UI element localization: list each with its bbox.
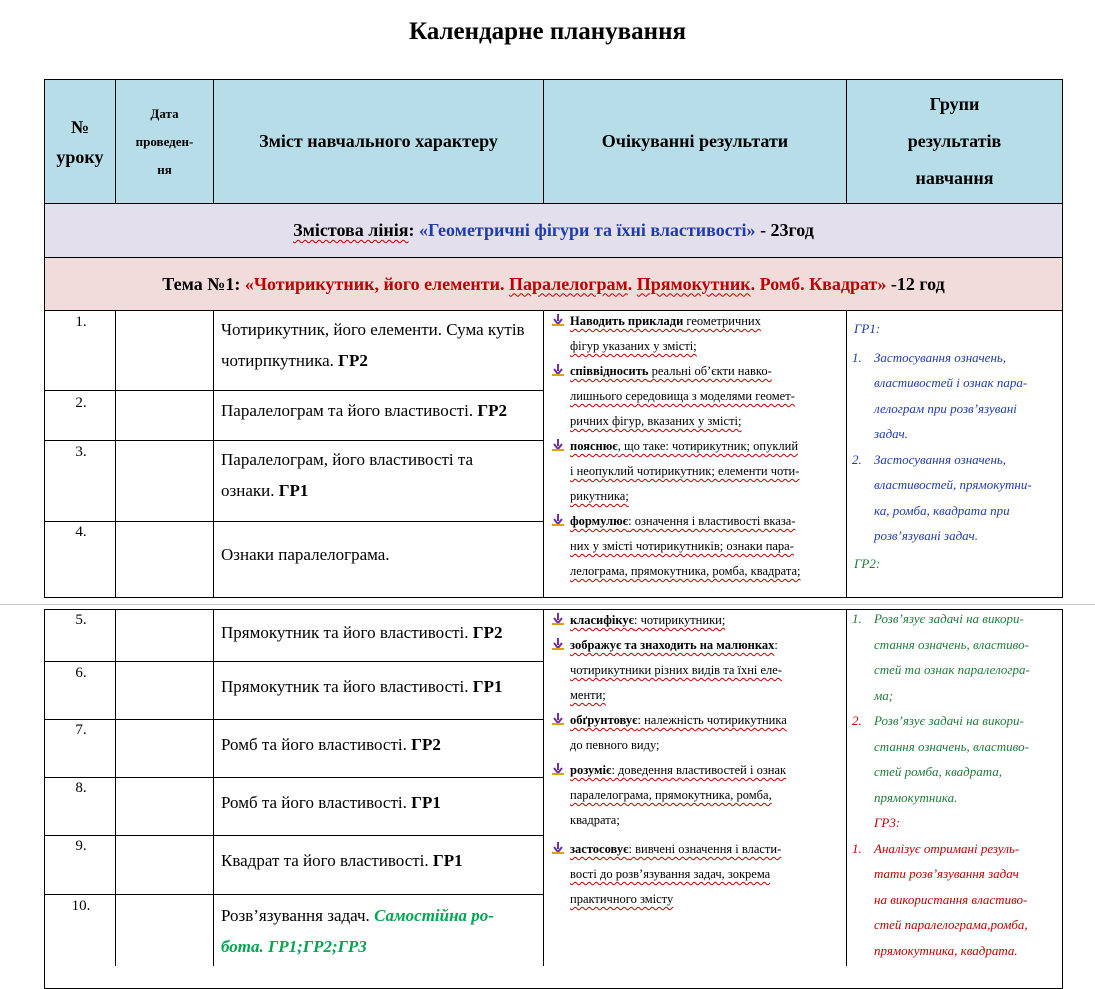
header-groups: Групи результатів навчання: [907, 94, 1002, 188]
lesson-topic: Ромб та його властивості. ГР2: [221, 735, 441, 754]
bullet-arrow-icon: [552, 364, 564, 376]
bullet-arrow-icon: [552, 713, 564, 725]
content-line-heading: Змістова лінія: «Геометричні фігури та їхні властивості» - 23год: [293, 220, 814, 240]
bullet-arrow-icon: [552, 763, 564, 775]
header-date: Дата проведен- ня: [135, 105, 194, 177]
lesson-number: 2.: [75, 395, 87, 411]
lesson-topic: Прямокутник та його властивості. ГР1: [221, 677, 503, 696]
lesson-topic: Прямокутник та його властивості. ГР2: [221, 623, 503, 642]
bullet-arrow-icon: [552, 314, 564, 326]
lesson-number: 5.: [75, 612, 87, 628]
page-break: [0, 604, 1095, 605]
lesson-number: 3.: [75, 444, 87, 460]
lesson-number: 6.: [75, 665, 87, 681]
bullet-arrow-icon: [552, 439, 564, 451]
results-list: класифікує: чотирикутники; зображує та знаходить на малюнках: чотирикутники різних видів та їхні еле- менти; обґрунтовує: належність чотирикутника до певного виду; розуміє: доведення властивостей і ознак паралелограма, прямокутника, ромба, квадрата; застосовує: вивчені означення і власти- вості до розв’язування задач, зокрема практичного змісту: [570, 608, 842, 912]
theme-heading: Тема №1: «Чотирикутник, його елементи. Паралелограм. Прямокутник. Ромб. Квадрат» -12 год: [162, 273, 945, 294]
lesson-topic: Паралелограм, його властивості та ознаки. ГР1: [221, 450, 474, 500]
page-title: Календарне планування: [408, 18, 686, 45]
lesson-topic: Розв’язування задач. Самостійна ро- бота. ГР1;ГР2;ГР3: [221, 906, 494, 956]
lesson-number: 10.: [71, 898, 91, 914]
lesson-topic: Квадрат та його властивості. ГР1: [221, 851, 463, 870]
bullet-arrow-icon: [552, 514, 564, 526]
lesson-number: 1.: [75, 314, 87, 330]
bullet-arrow-icon: [552, 638, 564, 650]
header-content: Зміст навчального характеру: [259, 131, 498, 151]
bullet-arrow-icon: [552, 613, 564, 625]
results-list: Наводить приклади геометричних фігур указаних у змісті; співвідносить реальні об’єкти навко- лишнього середовища з моделями геомет- ричних фігур, вказаних у змісті; пояснює, що таке: чотирикутник; опуклий і неопуклий чотирикутник; елементи чоти- рикутника; формулює: означення і властивості вказа- них у змісті чотирикутників; ознаки пара- лелограма, прямокутника, ромба, квадрата;: [570, 309, 842, 584]
groups-list: 1. Розв’язує задачі на викори- стання означень, властиво- стей та ознак паралелогра- ма; 2. Розв’язує задачі на викори- стання означень, властиво- стей ромба, квадрата, прямокутника. ГР3: 1. Аналізує отримані резуль- тати розв’язування задач на використання властиво- стей паралелограма,ромба, прямокутника, квадрата.: [852, 611, 1030, 958]
lesson-topic: Ознаки паралелограма.: [221, 545, 390, 564]
lesson-number: 8.: [75, 780, 87, 796]
header-results: Очікуванні результати: [601, 131, 789, 151]
lesson-number: 9.: [75, 838, 87, 854]
lesson-number: 4.: [75, 524, 87, 540]
lesson-number: 7.: [75, 722, 87, 738]
bullet-arrow-icon: [552, 842, 564, 854]
lesson-topic: Паралелограм та його властивості. ГР2: [221, 401, 508, 420]
lesson-topic: Чотирикутник, його елементи. Сума кутів чотирпкутника. ГР2: [221, 320, 525, 370]
groups-list: ГР1: 1. Застосування означень, властивостей і ознак пара- лелограм при розв’язувані задач. 2. Застосування означень, властивостей, прямокутни- ка, ромба, квадрата при розв’язувані задач. ГР2:: [852, 321, 1032, 571]
lesson-topic: Ромб та його властивості. ГР1: [221, 793, 441, 812]
header-lesson-number: № уроку: [56, 116, 104, 167]
